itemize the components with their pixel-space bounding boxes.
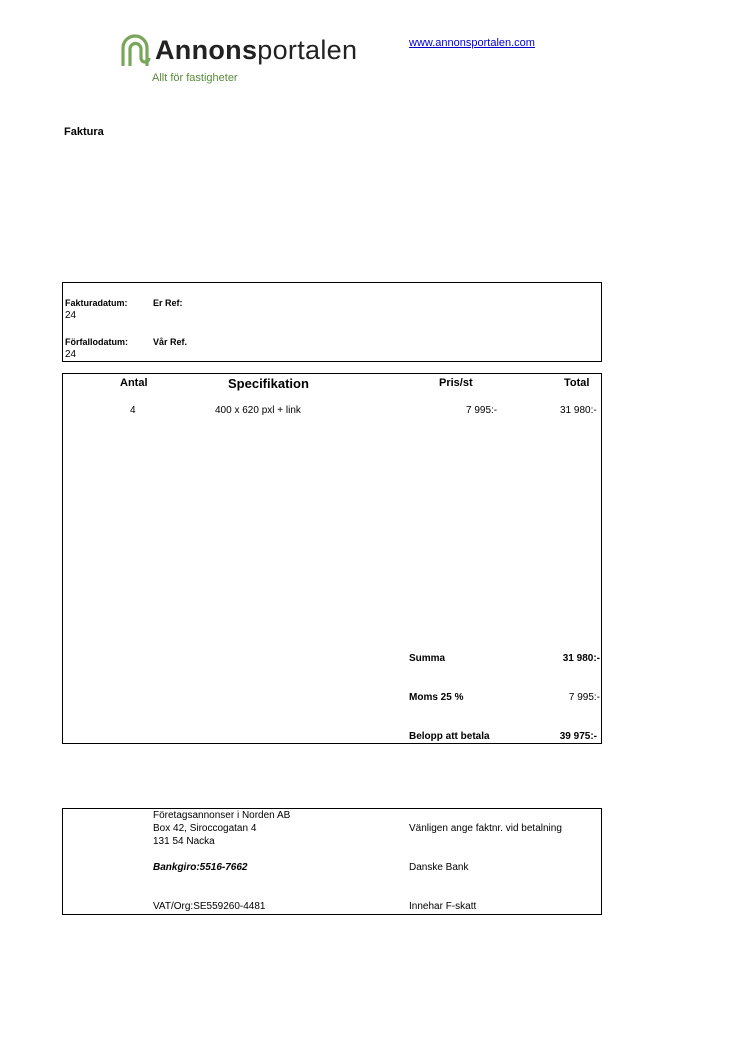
document-title: Faktura <box>64 126 104 138</box>
row-spec: 400 x 620 pxl + link <box>215 405 301 416</box>
company-name: Företagsannonser i Norden AB <box>153 810 291 821</box>
brand-name-light: portalen <box>257 35 358 65</box>
row-total: 31 980:- <box>560 405 597 416</box>
column-header-total: Total <box>564 377 590 389</box>
vat-value: 7 995:- <box>568 692 600 703</box>
footer-company-box <box>62 808 602 915</box>
items-bottom-divider <box>62 743 602 744</box>
row-price: 7 995:- <box>466 405 498 416</box>
your-ref-label: Er Ref: <box>153 298 183 308</box>
column-header-qty: Antal <box>120 377 148 389</box>
address-line-2: 131 54 Nacka <box>153 836 215 847</box>
column-header-spec: Specifikation <box>228 376 309 391</box>
due-date-value: 24 <box>65 349 77 360</box>
website-link[interactable]: www.annonsportalen.com <box>409 37 535 49</box>
invoice-date-value: 24 <box>65 310 77 321</box>
logo-mark-icon <box>119 32 153 68</box>
column-header-price: Pris/st <box>439 377 473 389</box>
sum-label: Summa <box>409 653 446 664</box>
invoice-items-box <box>62 373 602 744</box>
bankgiro: Bankgiro:5516-7662 <box>153 862 248 873</box>
payment-note: Vänligen ange faktnr. vid betalning <box>409 823 562 834</box>
brand-name <box>155 31 357 69</box>
due-date-label: Förfallodatum: <box>65 337 128 347</box>
bank-name: Danske Bank <box>409 862 469 873</box>
our-ref-label: Vår Ref. <box>153 337 188 347</box>
invoice-date-label: Fakturadatum: <box>65 298 128 308</box>
pay-value: 39 975:- <box>559 731 597 742</box>
brand-name-bold: Annons <box>155 35 258 65</box>
vat-org-number: VAT/Org:SE559260-4481 <box>153 901 266 912</box>
row-qty: 4 <box>130 405 136 416</box>
pay-label: Belopp att betala <box>409 731 490 742</box>
vat-label: Moms 25 % <box>409 692 464 703</box>
address-line-1: Box 42, Siroccogatan 4 <box>153 823 257 834</box>
invoice-info-box <box>62 282 602 362</box>
tax-status: Innehar F-skatt <box>409 901 477 912</box>
sum-value: 31 980:- <box>562 653 600 664</box>
brand-tagline: Allt för fastigheter <box>152 72 238 84</box>
